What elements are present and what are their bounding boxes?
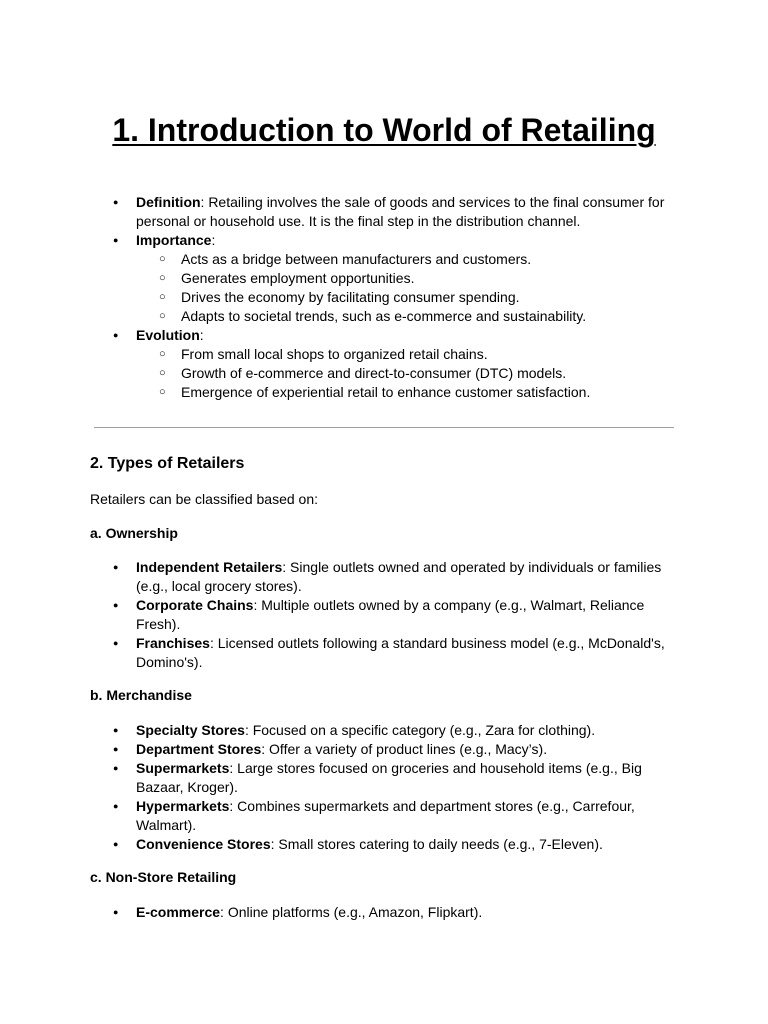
- list-item: ● Corporate Chains: Multiple outlets owned by a company (e.g., Walmart, Reliance Fresh).: [91, 596, 681, 634]
- definition-item: ● Definition: Retailing involves the sale of goods and services to the final consumer for personal or household use. It is the final step in the distribution channel.: [91, 193, 681, 231]
- list-item: ● Specialty Stores: Focused on a specific category (e.g., Zara for clothing).: [91, 721, 681, 740]
- evolution-item: ● Evolution: ○ From small local shops to organized retail chains. ○ Growth of e-commerce and direct-to-consumer (DTC) models. ○ Emergence of experiential retail to enhance customer satisfaction.: [91, 326, 681, 402]
- section-divider: [94, 427, 674, 428]
- merchandise-list: [91, 721, 681, 854]
- list-item: ● Supermarkets: Large stores focused on groceries and household items (e.g., Big Bazaar, Kroger).: [91, 759, 681, 797]
- list-item: ○ Generates employment opportunities.: [136, 269, 681, 288]
- intro-list: [91, 193, 681, 402]
- nonstore-list: [91, 903, 681, 922]
- list-item: ● Independent Retailers: Single outlets owned and operated by individuals or families (e.g., local grocery stores).: [91, 558, 681, 596]
- page-title: 1. Introduction to World of Retailing: [112, 112, 656, 148]
- list-item: ● Hypermarkets: Combines supermarkets and department stores (e.g., Carrefour, Walmart).: [91, 797, 681, 835]
- merchandise-heading: b. Merchandise: [90, 687, 192, 703]
- section-intro: Retailers can be classified based on:: [90, 491, 319, 507]
- list-item: ○ From small local shops to organized retail chains.: [136, 345, 681, 364]
- list-item: ○ Drives the economy by facilitating consumer spending.: [136, 288, 681, 307]
- nonstore-heading: c. Non-Store Retailing: [90, 869, 237, 885]
- section-heading: 2. Types of Retailers: [90, 455, 245, 472]
- list-item: ○ Emergence of experiential retail to enhance customer satisfaction.: [136, 383, 681, 402]
- list-item: ○ Adapts to societal trends, such as e-commerce and sustainability.: [136, 307, 681, 326]
- list-item: ● E-commerce: Online platforms (e.g., Amazon, Flipkart).: [91, 903, 681, 922]
- list-item: ● Department Stores: Offer a variety of product lines (e.g., Macy’s).: [91, 740, 681, 759]
- list-item: ○ Growth of e-commerce and direct-to-consumer (DTC) models.: [136, 364, 681, 383]
- ownership-list: [91, 558, 681, 672]
- list-item: ● Franchises: Licensed outlets following a standard business model (e.g., McDonald's, Domino's).: [91, 634, 681, 672]
- importance-item: ● Importance: ○ Acts as a bridge between manufacturers and customers. ○ Generates employment opportunities. ○ Drives the economy by facilitating consumer spending. ○ Adapts to societal trends, such as e-commerce and sustainability.: [91, 231, 681, 326]
- ownership-heading: a. Ownership: [90, 525, 178, 541]
- list-item: ○ Acts as a bridge between manufacturers and customers.: [136, 250, 681, 269]
- list-item: ● Convenience Stores: Small stores catering to daily needs (e.g., 7-Eleven).: [91, 835, 681, 854]
